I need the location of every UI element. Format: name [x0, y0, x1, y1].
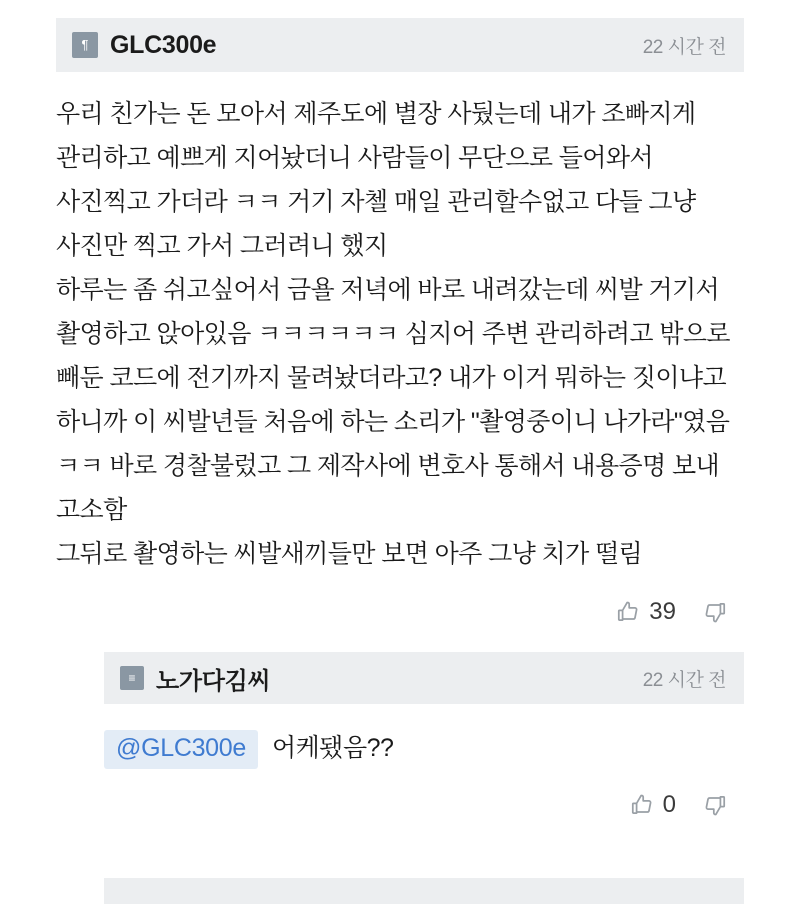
- mention-link[interactable]: @GLC300e: [104, 730, 258, 769]
- comment-author-name[interactable]: GLC300e: [110, 30, 217, 59]
- thumbs-down-icon: [702, 792, 728, 818]
- comment-paragraph: 그뒤로 촬영하는 씨발새끼들만 보면 아주 그냥 치가 떨림: [56, 540, 643, 568]
- comment-paragraph: 우리 친가는 돈 모아서 제주도에 별장 사뒀는데 내가 조빠지게 관리하고 예쁘게 지어놨더니 사람들이 무단으로 들어와서 사진찍고 가더라 ㅋㅋ 거기 자첼 매일 관리할수없고 다들 그냥 사진만 찍고 가서 그러려니 했지: [56, 100, 696, 260]
- author-badge-icon: ≡: [120, 666, 144, 690]
- reply-like-button[interactable]: [629, 791, 676, 819]
- comment-reaction-bar: [56, 598, 736, 626]
- next-comment-header-partial[interactable]: [104, 878, 744, 904]
- comment-author-block[interactable]: [72, 31, 216, 60]
- comment-thread-page: [0, 18, 800, 904]
- reply-dislike-button[interactable]: [702, 792, 736, 818]
- dislike-button[interactable]: [702, 599, 736, 625]
- reply-author-name[interactable]: 노가다김씨: [156, 667, 271, 695]
- reply-header: [104, 652, 744, 704]
- like-count: 39: [649, 598, 676, 625]
- reply-reaction-bar: [104, 791, 736, 819]
- reply-like-count: 0: [662, 791, 676, 818]
- thumbs-up-icon: [615, 599, 641, 625]
- comment-body: [56, 92, 744, 576]
- author-badge-icon: ¶: [72, 32, 98, 58]
- comment-timestamp: 22 시간 전: [642, 36, 726, 58]
- like-button[interactable]: [615, 598, 676, 626]
- reply-body: [104, 728, 744, 769]
- comment-header: [56, 18, 744, 72]
- reply-timestamp: 22 시간 전: [642, 669, 726, 691]
- reply-text: 어케됐음??: [272, 734, 394, 762]
- comment-paragraph: 하루는 좀 쉬고싶어서 금욜 저녁에 바로 내려갔는데 씨발 거기서 촬영하고 앉아있음 ㅋㅋㅋㅋㅋㅋ 심지어 주변 관리하려고 밖으로 빼둔 코드에 전기까지 물려놨더라고? 내가 이거 뭐하는 짓이냐고 하니까 이 씨발년들 처음에 하는 소리가 "촬영중이니 나가라"였음 ㅋㅋ 바로 경찰불렀고 그 제작사에 변호사 통해서 내용증명 보내 고소함: [56, 276, 730, 524]
- thumbs-up-icon: [629, 792, 655, 818]
- reply-comment: [48, 652, 800, 819]
- thumbs-down-icon: [702, 599, 728, 625]
- comment-root: [0, 18, 800, 626]
- reply-author-block[interactable]: [120, 661, 270, 696]
